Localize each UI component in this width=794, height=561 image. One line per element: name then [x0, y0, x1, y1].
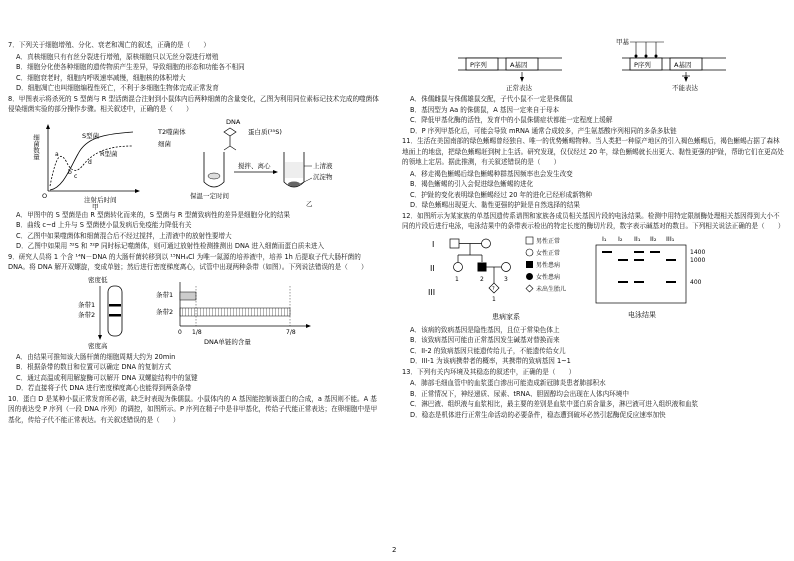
figure-jia — [32, 124, 140, 210]
yi-supernatant: 上清液 — [313, 161, 333, 170]
q10-option-a: A．侏儒雌鼠与侏儒雄鼠交配，子代小鼠不一定是侏儒鼠 — [410, 95, 573, 103]
question-13 — [402, 367, 784, 421]
page-number: 2 — [392, 546, 397, 554]
q10-option-b: B．基因型为 Aa 的侏儒鼠，A 基因一定来自于母本 — [410, 105, 560, 114]
a-gene-left: A基因 — [510, 61, 528, 69]
q9-tick-2: 7/8 — [286, 328, 296, 336]
gel-caption: 电泳结果 — [628, 310, 656, 319]
band2-bar — [180, 308, 290, 316]
q10-option-c: C．降低甲基化酶的活性，发育中的小鼠侏儒症状都能一定程度上缓解 — [410, 116, 613, 124]
q12-option-b: B．该致病基因可能由正常基因发生碱基对替换而来 — [410, 336, 560, 344]
pt-a: a — [55, 150, 59, 158]
q7-stem: 7．下列关于细胞增殖、分化、衰老和凋亡的叙述，正确的是（ ） — [8, 41, 211, 49]
yi-phage: T2噬菌体 — [158, 127, 186, 136]
question-8 — [8, 94, 383, 252]
jia-xlabel: 注射后时间 — [84, 195, 117, 204]
q12-stem: 12．如图所示为某家族的单基因遗传系谱图和家族各成员相关基因片段的电泳结果。检测中用特定限制酶处理相关基因得到大小不同的片段后进行电泳，电泳结果中的条带表示检出的特定长度的酶切片段，数字表示碱基对的数目。下列相关说法正确的是（ ） — [402, 211, 785, 230]
fetus-mark: ? — [492, 285, 495, 292]
pt-b: b — [68, 168, 72, 176]
q13-option-a: A．肺部毛细血管中的血浆蛋白渗出可能造成新冠肺炎患者肺部积水 — [410, 379, 606, 387]
r-curve — [50, 146, 133, 186]
q9-band2: 条带2 — [78, 310, 96, 319]
pedigree — [428, 237, 566, 321]
yi-protein: 蛋白质(³⁵S) — [248, 127, 282, 136]
q9-option-d: D．若直接将子代 DNA 进行密度梯度离心也能得到两条条带 — [16, 384, 192, 392]
q11-option-c: C．护趾的变化表明绿色蜥蜴经过 20 年的进化已经形成新物种 — [410, 190, 593, 199]
q9-figure — [8, 274, 383, 352]
legend-fetus: 未出生胎儿 — [536, 285, 567, 293]
q9-option-c: C．通过高温或利用解旋酶可以解开 DNA 双螺旋结构中的氢键 — [16, 373, 198, 382]
size-1400: 1400 — [690, 248, 706, 256]
size-400: 400 — [690, 278, 702, 286]
question-12 — [402, 211, 784, 367]
normal-expression: 正常表达 — [506, 84, 532, 92]
figure-yi — [157, 118, 333, 208]
q9-chart-band1: 条带1 — [156, 290, 174, 299]
q13-option-c: C．淋巴液、组织液与血浆相比，最主要的差别是血浆中蛋白质含量多，淋巴液可进入组织液和血浆 — [410, 400, 699, 408]
jia-caption: 甲 — [92, 202, 99, 210]
lane-i1: I₁ — [602, 234, 607, 243]
pt-c: c — [74, 172, 78, 180]
left-column — [8, 40, 383, 426]
size-1000: 1000 — [690, 256, 706, 264]
q13-option-b: B．正常情况下，神经递质、尿素、tRNA、胆固醇均会出现在人体内环境中 — [410, 389, 629, 398]
pedigree-caption: 患病家系 — [492, 312, 520, 321]
q10-option-d: D．P 序列甲基化后，可能会导致 mRNA 通常合成较多，产生氨基酸序列相同的多条多肽链 — [410, 126, 677, 135]
q12-option-d: D．III-1 为该病携带者的概率，其携带的致病基因 1~1 — [410, 357, 571, 365]
id-iii1: 1 — [492, 295, 496, 303]
q12-option-a: A．该病的致病基因是隐性基因，且位于常染色体上 — [410, 325, 560, 334]
q13-stem: 13．下列有关内环境及其稳态的叙述中，正确的是（ ） — [402, 367, 576, 376]
q10-figure — [402, 36, 784, 94]
q7-option-b: B．细胞分化使各种细胞的遗传物质产生差异，导致细胞的形态和功能各不相同 — [16, 63, 245, 71]
pt-d: d — [88, 158, 92, 166]
jia-ylabel: 细菌数量 — [32, 133, 40, 160]
q12-option-c: C．II-2 的致病基因只能遗传给儿子，不能遗传给女儿 — [410, 346, 566, 355]
q11-option-b: B．褐色蜥蜴的引入会促进绿色蜥蜴的进化 — [410, 180, 534, 188]
q8-option-a: A．甲图中的 S 型菌是由 R 型菌转化而来的，S 型菌与 R 型菌致病性的差异是细胞分化的结果 — [16, 210, 291, 219]
q9-bottom-label: 密度高 — [88, 341, 108, 350]
q8-option-b: B．曲线 c~d 上升与 S 型菌使小鼠发病后免疫能力降低有关 — [16, 221, 192, 229]
q9-option-a: A．由结果可推知该大肠杆菌的细胞周期大约为 20min — [16, 352, 176, 361]
a-gene-right: A基因 — [674, 61, 692, 69]
q9-x-axis: DNA单链的含量 — [204, 337, 251, 346]
q8-figure — [8, 116, 383, 210]
jia-origin: O — [42, 191, 48, 200]
legend-male-affected: 男性患病 — [536, 261, 561, 269]
q13-option-d: D．稳态是机体进行正常生命活动的必要条件，稳态遭到破坏必然引起酶促反应速率加快 — [410, 410, 666, 419]
p-seq-left: P序列 — [470, 61, 487, 69]
q9-option-b: B．根据条带的数目和位置可以确定 DNA 的复制方式 — [16, 363, 172, 371]
q9-top-label: 密度低 — [88, 275, 108, 284]
p-seq-right: P序列 — [634, 61, 651, 69]
question-9 — [8, 252, 383, 394]
q11-option-d: D．绿色蜥蜴出现更大、黏性更强的护趾是自然选择的结果 — [410, 201, 580, 209]
lane-iii1: III₁ — [666, 234, 675, 243]
question-10 — [8, 394, 383, 426]
r-label: R型菌 — [100, 149, 118, 158]
not-expression: 不能表达 — [672, 84, 698, 92]
gen-3: III — [428, 287, 436, 297]
yi-dna: DNA — [226, 117, 241, 126]
question-11 — [402, 136, 784, 211]
right-column — [402, 36, 784, 420]
id-ii1: 1 — [455, 275, 459, 283]
yi-step1: 保温一定时间 — [190, 191, 229, 200]
yi-sediment: 沉淀物 — [313, 172, 333, 181]
q8-option-c: C．乙图中如果噬菌体和细菌混合后不经过搅拌，上清液中的放射性要增大 — [16, 231, 232, 240]
id-ii2: 2 — [480, 275, 484, 283]
yi-bacteria: 细菌 — [158, 139, 171, 148]
q7-option-a: A．真核细胞只有有丝分裂进行增殖，原核细胞只以无丝分裂进行增殖 — [16, 52, 219, 61]
yi-caption: 乙 — [306, 199, 313, 208]
centrifuge-tube — [108, 286, 122, 336]
q8-option-d: D．乙图中如果用 ³²S 和 ³²P 同时标记噬菌体，则可通过放射性检测推测出 DNA 进入细菌而蛋白质未进入 — [16, 242, 325, 250]
q12-figure — [402, 233, 784, 325]
gen-2: II — [430, 263, 435, 273]
yi-step2: 搅拌、离心 — [238, 161, 271, 170]
gen-1: I — [432, 239, 435, 249]
q11-stem: 11．生活在美国南部的绿色蜥蜴曾经独自、唯一的优势蜥蜴物种。当人类把一种原产地区的引入褐色蜥蜴后，褐色蜥蜴占据了森林地面上的地盘，把绿色蜥蜴赶到树上生活。研究发现，仅仅经过 20 年，绿色蜥蜴就长出更大、黏性更强的护趾，帮助它们在更高处的领地上定居。据此推测，有关叙述错误的是（ ） — [402, 137, 784, 166]
question-7 — [8, 40, 383, 94]
q9-band1: 条带1 — [78, 300, 96, 309]
q10-stem: 10．蛋白 D 是某种小鼠正常发育所必需，缺乏时表现为侏儒鼠。小鼠体内的 A 基因能控制该蛋白的合成，a 基因则不能。A 基因的表达受 P 序列（一段 DNA 序列）的调控，如图所示。P 序列在精子中是非甲基化，传给子代能正常表达；在卵细胞中是甲基化，传给子代不能正常表达。有关叙述错误的是（ ） — [8, 394, 378, 424]
methyl-label: 甲基 — [616, 38, 629, 46]
q11-option-a: A．移走褐色蜥蜴后绿色蜥蜴种群基因频率也会发生改变 — [410, 169, 573, 178]
q7-option-c: C．细胞衰老时，细胞内呼吸速率减慢，细胞核的体积增大 — [16, 73, 186, 82]
lane-i2: I₂ — [618, 234, 623, 243]
legend-female-normal: 女性正常 — [536, 249, 561, 257]
lane-ii2: II₂ — [650, 234, 657, 243]
q9-tick-0: 0 — [178, 328, 182, 336]
q8-stem: 8．甲图表示将杀死的 S 型菌与 R 型活菌混合注射到小鼠体内后两种细菌的含量变化，乙图为利用同位素标记技术完成的噬菌体侵染细菌实验的部分操作步骤。相关叙述中，正确的是（ ） — [8, 94, 379, 113]
legend-female-affected: 女性患病 — [536, 273, 561, 281]
q9-chart-band2: 条带2 — [156, 307, 174, 316]
q9-tick-1: 1/8 — [192, 328, 202, 336]
band1-bar — [180, 292, 196, 300]
lane-ii1: II₁ — [634, 234, 641, 243]
s-label: S型菌 — [82, 131, 100, 140]
q7-option-d: D．细胞凋亡也叫细胞编程性死亡，不利于多细胞生物体完成正常发育 — [16, 84, 219, 92]
test-tube-1 — [204, 152, 224, 187]
q9-stem: 9．研究人员将 1 个含 ¹⁴N－DNA 的大肠杆菌转移到以 ¹⁵NH₄Cl 为唯一氮源的培养液中，培养 1h 后提取子代大肠杆菌的 DNA。将 DNA 解开双螺旋，变成单链；然后进行密度梯度离心，试管中出现两种条带（如图）。下列说法错误的是（ ） — [8, 252, 368, 271]
gel-electrophoresis — [596, 235, 705, 319]
legend-male-normal: 男性正常 — [536, 237, 561, 245]
id-ii3: 3 — [504, 275, 508, 283]
